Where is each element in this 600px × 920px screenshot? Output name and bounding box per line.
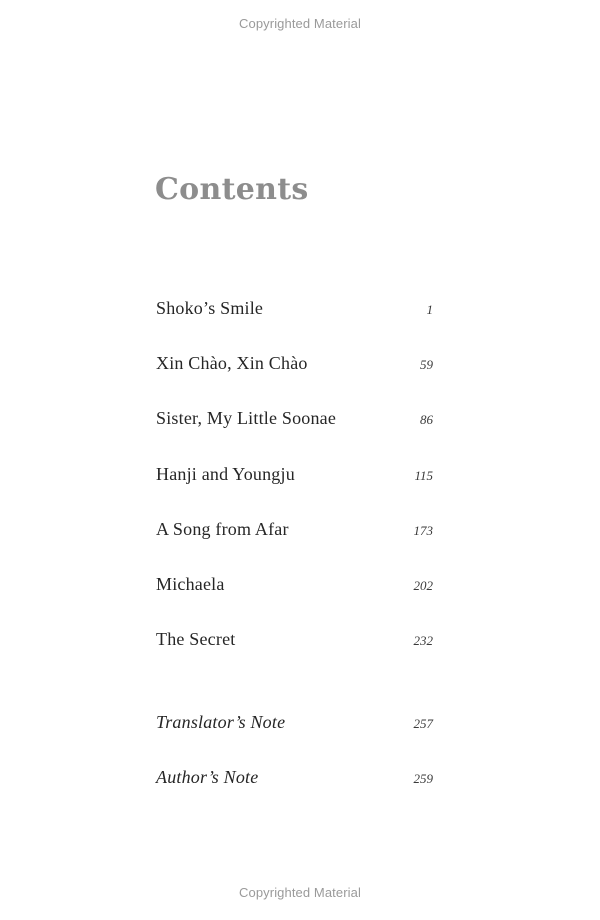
toc-entry-page: 1 — [426, 302, 433, 317]
toc-entry-page: 232 — [413, 633, 433, 648]
toc-entry-page: 59 — [420, 357, 433, 372]
toc-entry-a-song-from-afar[interactable] — [156, 519, 433, 543]
toc-entry-title: Author’s Note — [156, 767, 259, 787]
toc-entry-michaela[interactable] — [156, 574, 433, 598]
toc-entry-hanji-and-youngju[interactable] — [156, 464, 433, 488]
copyright-watermark-top: Copyrighted Material — [239, 16, 361, 31]
toc-entry-page: 173 — [413, 523, 433, 538]
toc-entry-page: 259 — [413, 771, 433, 786]
toc-entry-sister-my-little-soonae[interactable] — [156, 408, 433, 432]
toc-entry-authors-note[interactable] — [156, 767, 433, 791]
toc-entry-title: A Song from Afar — [156, 519, 289, 539]
toc-entry-title: The Secret — [156, 629, 236, 649]
toc-entry-title: Translator’s Note — [156, 712, 286, 732]
toc-entry-translators-note[interactable] — [156, 712, 433, 736]
toc-entry-title: Xin Chào, Xin Chào — [156, 353, 308, 373]
toc-entry-page: 86 — [420, 412, 433, 427]
toc-entry-page: 202 — [413, 578, 433, 593]
toc-entry-xin-chao[interactable] — [156, 353, 433, 377]
toc-entry-title: Sister, My Little Soonae — [156, 408, 337, 428]
toc-entry-title: Shoko’s Smile — [156, 298, 264, 318]
toc-entry-title: Michaela — [156, 574, 225, 594]
toc-entry-title: Hanji and Youngju — [156, 464, 295, 484]
toc-entry-page: 115 — [414, 468, 433, 483]
copyright-watermark-bottom: Copyrighted Material — [239, 885, 361, 900]
toc-entry-the-secret[interactable] — [156, 629, 433, 653]
toc-entry-page: 257 — [413, 716, 433, 731]
table-of-contents — [156, 0, 433, 920]
page-title: Contents — [155, 172, 309, 207]
toc-entry-shokos-smile[interactable] — [156, 298, 433, 322]
